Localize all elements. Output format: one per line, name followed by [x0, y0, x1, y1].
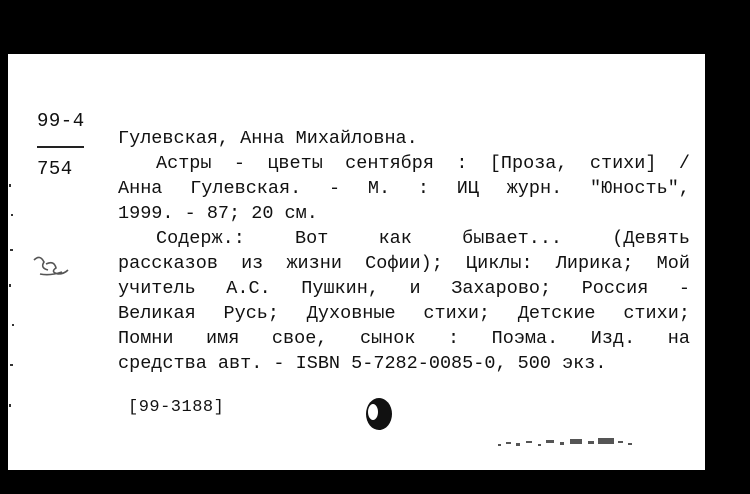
contents-word: Помни [118, 328, 174, 349]
author-heading: Гулевская, Анна Михайловна. [118, 128, 418, 149]
contents-word: на [667, 328, 690, 349]
imprint-line: 1999. - 87; 20 см. [118, 203, 318, 224]
catalog-card [8, 54, 705, 470]
scan-noise [498, 432, 668, 452]
contents-word: Изд. [590, 328, 636, 349]
title-line [118, 151, 690, 176]
call-number-top: 99-4 [37, 110, 85, 132]
call-number-divider [37, 146, 84, 148]
contents-word: Русь; [223, 303, 280, 324]
scan-border-bottom [0, 470, 750, 494]
contents-word: Детские [517, 303, 596, 324]
contents-word: как [378, 228, 412, 249]
left-margin-noise [8, 174, 16, 434]
call-number-bottom: 754 [37, 158, 73, 180]
contents-word: жизни [286, 253, 342, 274]
hole-punch-mark [363, 396, 393, 432]
title-word: / [678, 153, 690, 174]
contents-word: и [409, 278, 421, 299]
contents-word: (Девять [612, 228, 690, 249]
contents-word: бывает... [462, 228, 563, 249]
bibliographic-entry [118, 126, 690, 376]
responsibility-word: ИЦ [456, 178, 479, 199]
handwritten-mark [26, 250, 76, 280]
contents-line-2 [118, 251, 690, 276]
registration-cipher: [99-3188] [128, 398, 225, 417]
contents-word: Вот [295, 228, 329, 249]
responsibility-word: Гулевская. [190, 178, 302, 199]
title-word: стихи] [589, 153, 657, 174]
contents-word: учитель [118, 278, 196, 299]
contents-word: Содерж.: [156, 228, 245, 249]
contents-word: стихи; [623, 303, 690, 324]
responsibility-word: М. [367, 178, 391, 199]
title-word: цветы [267, 153, 323, 174]
contents-word: стихи; [423, 303, 491, 324]
contents-word: Духовные [306, 303, 396, 324]
title-word: сентября [345, 153, 434, 174]
title-word: Астры [156, 153, 212, 174]
contents-line-3 [118, 276, 690, 301]
contents-word: - [678, 278, 690, 299]
scan-border-right [705, 0, 750, 494]
scan-border-top [0, 0, 750, 54]
responsibility-word: Анна [118, 178, 163, 199]
contents-word: : [447, 328, 460, 349]
contents-word: Лирика; [555, 253, 634, 274]
contents-word: Пушкин, [301, 278, 379, 299]
responsibility-word: журн. [506, 178, 563, 199]
scan-border-left [0, 0, 8, 494]
responsibility-word: - [328, 178, 341, 199]
contents-line-6: средства авт. - ISBN 5-7282-0085-0, 500 экз. [118, 353, 607, 374]
contents-word: из [241, 253, 264, 274]
contents-word: свое, [271, 328, 328, 349]
contents-word: А.С. [226, 278, 271, 299]
contents-line-5 [118, 326, 690, 351]
contents-word: сынок [359, 328, 416, 349]
responsibility-word: : [417, 178, 429, 199]
contents-word: Софии); [365, 253, 443, 274]
contents-word: Мой [656, 253, 690, 274]
contents-word: Великая [118, 303, 196, 324]
contents-word: Россия [581, 278, 649, 299]
contents-line-1 [118, 226, 690, 251]
contents-word: Циклы: [466, 253, 533, 274]
contents-line-4 [118, 301, 690, 326]
title-word: : [456, 153, 468, 174]
title-word: - [233, 153, 245, 174]
responsibility-line [118, 176, 690, 201]
contents-word: рассказов [118, 253, 218, 274]
title-word: [Проза, [489, 153, 568, 174]
contents-word: Захарово; [451, 278, 552, 299]
responsibility-word: "Юность", [589, 178, 690, 199]
contents-word: Поэма. [491, 328, 559, 349]
contents-word: имя [206, 328, 240, 349]
